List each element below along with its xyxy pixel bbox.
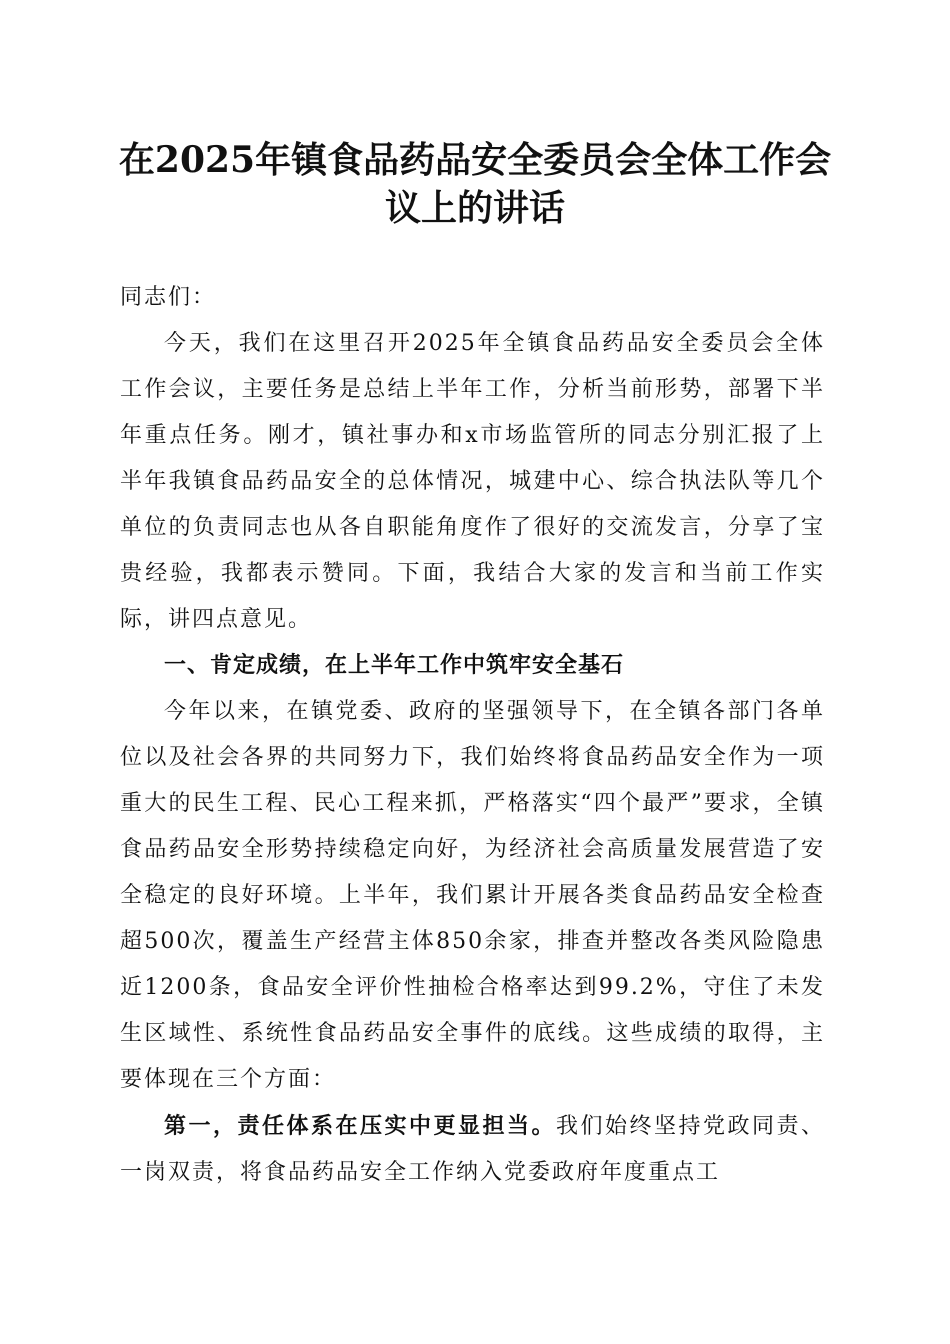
section-1-heading: 一、肯定成绩，在上半年工作中筑牢安全基石 — [164, 653, 625, 678]
point-1-text: 我们始终坚持党政同责、一岗双责，将食品药品安全工作纳入党委政府年度重点工 — [120, 1114, 825, 1185]
title-line-1: 在2025年镇食品药品安全委员会全体工作会 — [118, 139, 832, 181]
intro-paragraph: 今天，我们在这里召开2025年全镇食品药品安全委员会全体工作会议，主要任务是总结上半年工作，分析当前形势，部署下半年重点任务。刚才，镇社事办和x市场监管所的同志分别汇报了上半年我镇食品药品安全的总体情况，城建中心、综合执法队等几个单位的负责同志也从各自职能角度作了很好的交流发言，分享了宝贵经验，我都表示赞同。下面，我结合大家的发言和当前工作实际，讲四点意见。 — [120, 331, 825, 632]
point-1-lead: 第一，责任体系在压实中更显担当。 — [164, 1113, 556, 1139]
document-body — [120, 275, 825, 1196]
title-line-2: 议上的讲话 — [384, 187, 565, 229]
salutation: 同志们： — [120, 285, 217, 310]
section-1-paragraph: 今年以来，在镇党委、政府的坚强领导下，在全镇各部门各单位以及社会各界的共同努力下，我们始终将食品药品安全作为一项重大的民生工程、民心工程来抓，严格落实“四个最严”要求，全镇食品药品安全形势持续稳定向好，为经济社会高质量发展营造了安全稳定的良好环境。上半年，我们累计开展各类食品药品安全检查超500次，覆盖生产经营主体850余家，排查并整改各类风险隐患近1200条，食品安全评价性抽检合格率达到99.2%，守住了未发生区域性、系统性食品药品安全事件的底线。这些成绩的取得，主要体现在三个方面： — [120, 699, 825, 1092]
point-1-paragraph — [120, 1103, 825, 1196]
document-title — [110, 136, 840, 232]
